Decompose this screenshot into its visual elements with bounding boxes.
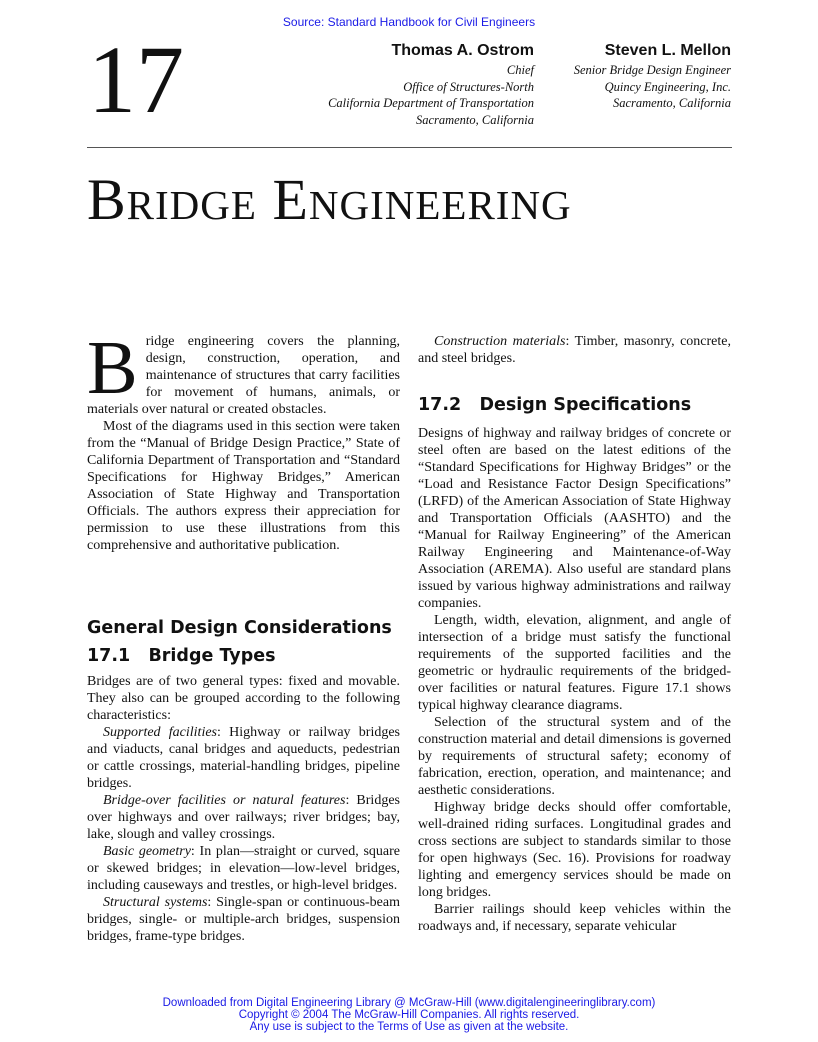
definition: : In plan—straight or curved, square or skewed bridges; in elevation—low-level bridges, including causeways and trestles, or high-level bridges. <box>87 844 400 893</box>
header-divider <box>87 147 732 148</box>
right-column <box>418 333 731 935</box>
paragraph: Bridges are of two general types: fixed and movable. They also can be grouped according to the following characteristics: <box>87 674 400 723</box>
intro-text: ridge engineering covers the planning, design, construction, operation, and maintenance of structures that carry facilities for movement of humans, animals, or materials over natural or created obstacles. <box>87 334 400 417</box>
list-item <box>87 843 400 894</box>
footer-copyright-link[interactable]: Copyright © 2004 The McGraw-Hill Companies. All rights reserved. <box>238 1009 580 1021</box>
term: Supported facilities <box>103 725 217 740</box>
paragraph: Barrier railings should keep vehicles within the roadways and, if necessary, separate vehicular <box>418 902 731 934</box>
author-title: Senior Bridge Design Engineer <box>573 63 731 77</box>
footer-download-link[interactable]: Downloaded from Digital Engineering Library @ McGraw-Hill (www.digitalengineeringlibrary.com) <box>162 997 656 1009</box>
drop-cap: B <box>87 326 138 410</box>
list-item <box>87 724 400 792</box>
part-heading: General Design Considerations <box>87 618 392 638</box>
list-item <box>87 792 400 843</box>
intro-paragraph <box>87 326 400 418</box>
author-title: Chief <box>506 63 534 77</box>
author-block-mellon <box>531 40 731 112</box>
paragraph: Length, width, elevation, alignment, and angle of intersection of a bridge must satisfy the functional requirements of the supported facilities and the geometric or hydraulic requirements of the bridged-over facilities or natural features. Figure 17.1 shows typical highway clearance diagrams. <box>418 613 731 713</box>
section-heading-17-2: 17.2 Design Specifications <box>418 395 692 415</box>
paragraph: Highway bridge decks should offer comfortable, well-drained riding surfaces. Longitudinal grades and cross sections are subject to standards similar to those for open highways (Sec. 16). Provisions for roadway lighting and emergency services should be made on long bridges. <box>418 800 731 900</box>
definition: : Bridges over highways and over railways; river bridges; bay, lake, slough and valley crossings. <box>87 793 400 842</box>
paragraph: Selection of the structural system and of the construction material and detail dimensions is governed by requirements of structural safety; economy of fabrication, erection, operation, and maintenance; and aesthetic considerations. <box>418 715 731 798</box>
term: Bridge-over facilities or natural features <box>103 793 346 808</box>
author-name: Thomas A. Ostrom <box>391 42 534 59</box>
footer-terms-link[interactable]: Any use is subject to the Terms of Use as given at the website. <box>249 1021 569 1033</box>
definition: : Single-span or continuous-beam bridges, single- or multiple-arch bridges, suspension bridges, frame-type bridges. <box>87 895 401 944</box>
acknowledgment-paragraph: Most of the diagrams used in this section were taken from the “Manual of Bridge Design Practice,” State of California Department of Transportation and “Standard Specifications for Highway Bridges,” American Association of State Highway and Transportation Officials. The authors express their appreciation for permission to use these illustrations from this comprehensive and authoritative publication. <box>87 419 400 553</box>
definition: : Highway or railway bridges and viaducts, canal bridges and aqueducts, pedestrian or cattle crossings, material-handling bridges, pipeline bridges. <box>87 725 400 791</box>
author-location: Sacramento, California <box>415 112 534 127</box>
section-heading-17-1: 17.1 Bridge Types <box>87 646 276 666</box>
author-name: Steven L. Mellon <box>604 42 731 59</box>
author-org: Quincy Engineering, Inc. <box>604 79 731 94</box>
source-link[interactable]: Source: Standard Handbook for Civil Engineers <box>282 15 536 29</box>
paragraph: Designs of highway and railway bridges of concrete or steel often are based on the latest editions of the “Standard Specifications for Highway Bridges” or the “Load and Resistance Factor Design Specifications” (LRFD) of the American Association of State Highway and Transportation Officials (AASHTO) and the “Manual for Railway Engineering” of the American Railway Engineering and Maintenance-of-Way Association (AREMA). Also useful are standard plans issued by various highway administrations and railway companies. <box>418 426 731 611</box>
definition: : Timber, masonry, concrete, and steel bridges. <box>418 334 731 366</box>
chapter-title: Bridge Engineering <box>87 167 572 232</box>
author-org: California Department of Transportation <box>328 96 534 110</box>
list-item <box>87 894 400 945</box>
term: Construction materials <box>434 334 566 349</box>
author-block-ostrom <box>274 40 534 128</box>
list-item <box>418 333 731 367</box>
left-column <box>87 326 401 945</box>
footer <box>0 997 818 1033</box>
author-office: Office of Structures-North <box>403 79 534 94</box>
author-location: Sacramento, California <box>612 96 731 110</box>
term: Basic geometry <box>103 844 191 859</box>
term: Structural systems <box>103 895 208 910</box>
chapter-number: 17 <box>88 26 184 133</box>
